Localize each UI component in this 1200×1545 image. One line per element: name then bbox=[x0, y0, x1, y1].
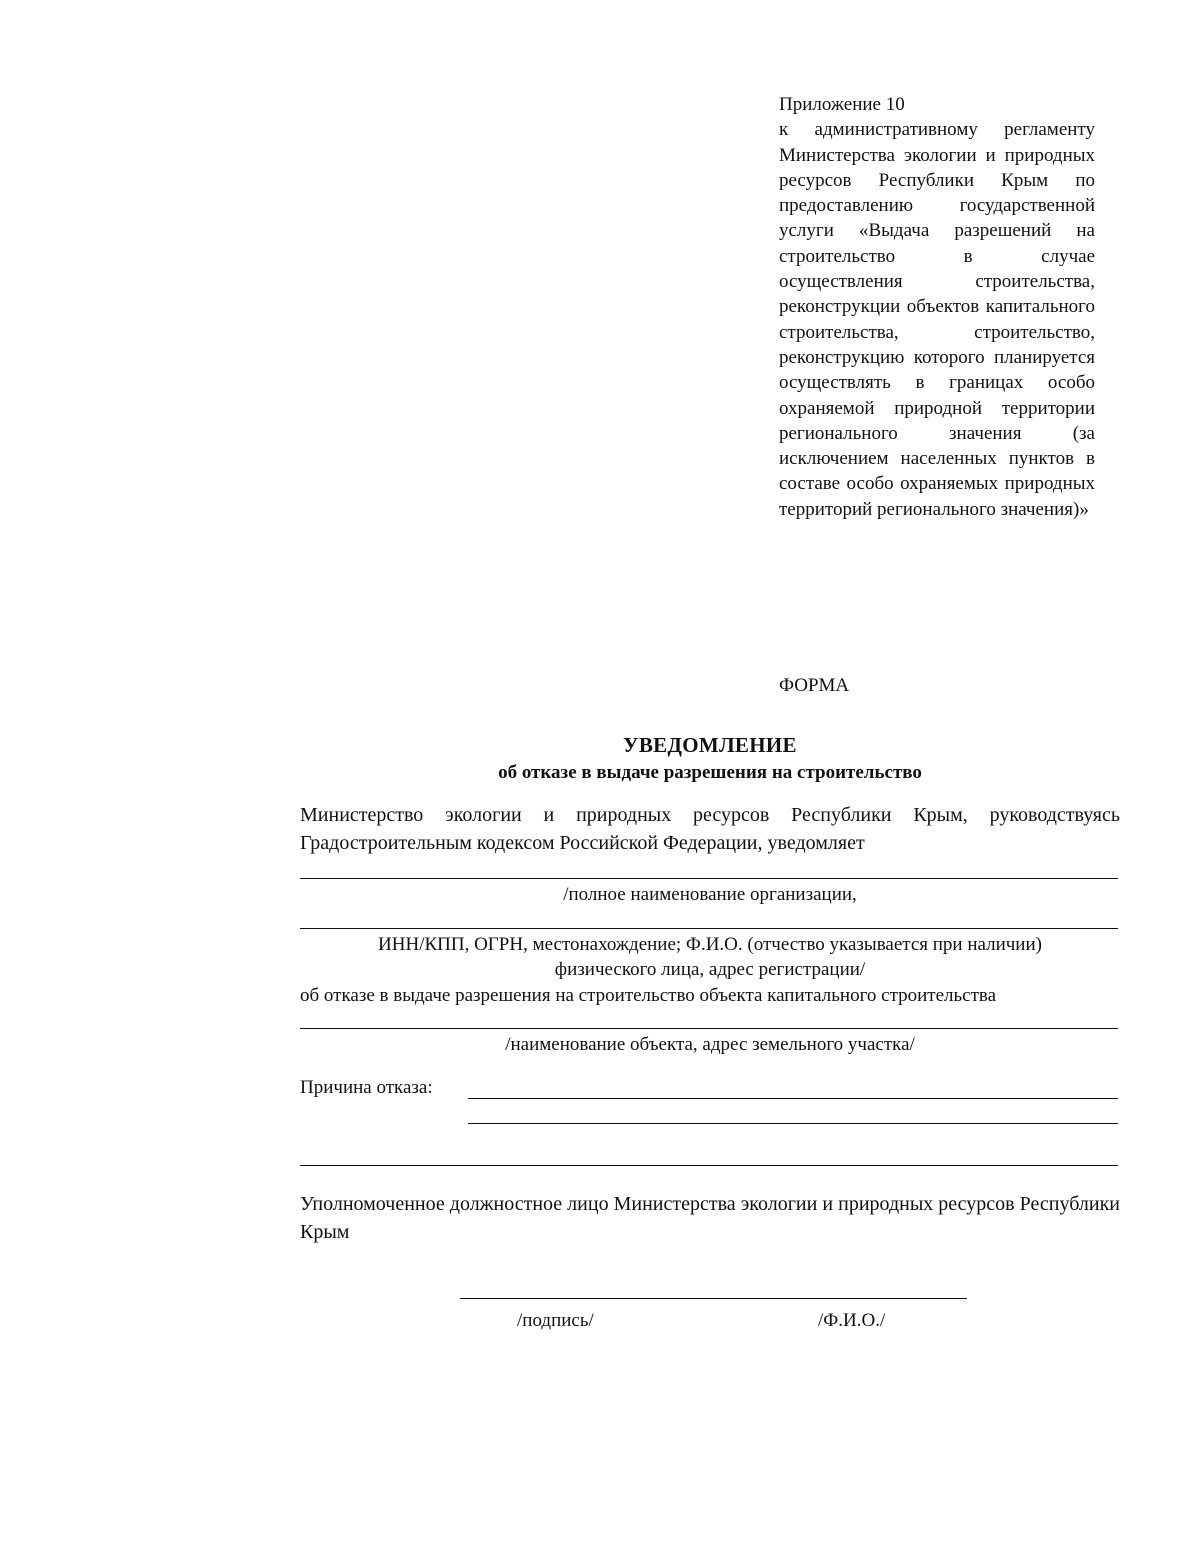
signature-line bbox=[460, 1298, 967, 1299]
intro-paragraph: Министерство экологии и природных ресурсов Республики Крым, руководствуясь Градостроительным кодексом Российской Федерации, уведомляет bbox=[300, 804, 1120, 854]
reason-line-2 bbox=[468, 1123, 1118, 1124]
refusal-statement: об отказе в выдаче разрешения на строительство объекта капитального строительства bbox=[300, 985, 997, 1006]
object-caption: /наименование объекта, адрес земельного участка/ bbox=[505, 1034, 915, 1055]
organization-details-caption: ИНН/КПП, ОГРН, местонахождение; Ф.И.О. (отчество указывается при наличии) bbox=[378, 934, 1042, 955]
document-subtitle: об отказе в выдаче разрешения на строительство bbox=[498, 762, 922, 783]
form-label: ФОРМА bbox=[779, 675, 850, 696]
reason-label: Причина отказа: bbox=[300, 1077, 433, 1098]
reason-line-3 bbox=[300, 1165, 1118, 1166]
appendix-block bbox=[779, 92, 1095, 522]
registration-caption: физического лица, адрес регистрации/ bbox=[554, 959, 866, 980]
reason-line-1 bbox=[468, 1098, 1118, 1099]
organization-name-line bbox=[300, 878, 1118, 879]
official-paragraph: Уполномоченное должностное лицо Министерства экологии и природных ресурсов Республики Крым bbox=[300, 1193, 1120, 1243]
object-name-line bbox=[300, 1028, 1118, 1029]
document-title: УВЕДОМЛЕНИЕ bbox=[623, 733, 797, 757]
appendix-body: к административному регламенту Министерства экологии и природных ресурсов Республики Крым по предоставлению государственной услуги «Выдача разрешений на строительство в случае осуществления строительства, реконструкции объектов капитального строительства, строительство, реконструкцию которого планируется осуществлять в границах особо охраняемой природной территории регионального значения (за исключением населенных пунктов в составе особо охраняемых природных территорий регионального значения)» bbox=[779, 119, 1095, 520]
full-name-caption: /Ф.И.О./ bbox=[818, 1310, 886, 1331]
appendix-title: Приложение 10 bbox=[779, 94, 905, 115]
signature-caption: /подпись/ bbox=[517, 1310, 594, 1331]
organization-details-line bbox=[300, 928, 1118, 929]
organization-caption: /полное наименование организации, bbox=[563, 884, 857, 905]
